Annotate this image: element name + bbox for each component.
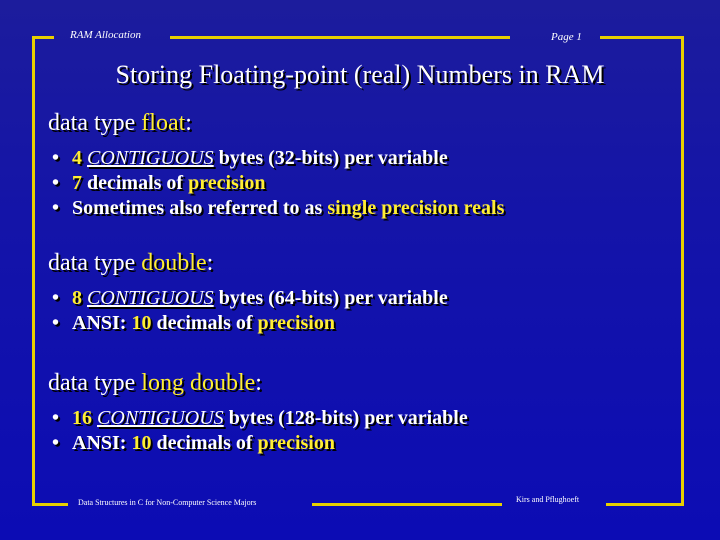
section-heading-long-double — [48, 370, 262, 397]
bullet-dot: • — [52, 197, 60, 219]
section-heading-float — [48, 110, 192, 137]
list-item — [52, 431, 468, 456]
bullet-number: 8 — [72, 287, 82, 309]
bullet-list-float — [52, 146, 504, 221]
page-number: Page 1 — [551, 31, 582, 43]
bullet-text: bytes (128-bits) per variable — [223, 407, 468, 429]
footer-course-title: Data Structures in C for Non-Computer Science Majors — [78, 498, 257, 507]
footer-authors: Kirs and Pflughoeft — [516, 495, 580, 504]
frame-top-right — [600, 36, 684, 39]
bullet-dot: • — [52, 172, 60, 194]
frame-bottom-right — [606, 503, 684, 506]
frame-bottom-middle — [312, 503, 502, 506]
section-heading-prefix: data type — [48, 250, 142, 276]
section-heading-type: double — [141, 250, 207, 276]
bullet-dot: • — [52, 432, 60, 454]
bullet-number: 10 — [131, 312, 152, 334]
bullet-dot: • — [52, 287, 60, 309]
bullet-list-long-double — [52, 406, 468, 456]
list-item — [52, 171, 504, 196]
slide-title: Storing Floating-point (real) Numbers in RAM — [115, 60, 605, 89]
list-item — [52, 196, 504, 221]
section-heading-double — [48, 250, 213, 277]
list-item — [52, 406, 468, 431]
bullet-list-double — [52, 286, 448, 336]
frame-top-middle — [170, 36, 510, 39]
bullet-text: bytes (32-bits) per variable — [213, 147, 448, 169]
bullet-number: 4 — [72, 147, 82, 169]
bullet-dot: • — [52, 407, 60, 429]
bullet-text: bytes (64-bits) per variable — [213, 287, 448, 309]
bullet-text: decimals of — [151, 312, 258, 334]
list-item — [52, 146, 504, 171]
list-item — [52, 286, 448, 311]
bullet-text: ANSI: — [72, 312, 132, 334]
bullet-underlined-term: CONTIGUOUS — [97, 407, 224, 429]
frame-bottom-left — [32, 503, 68, 506]
frame-top-left — [32, 36, 54, 39]
section-heading-suffix: : — [206, 250, 214, 276]
bullet-highlight: precision — [188, 172, 266, 194]
bullet-number: 10 — [131, 432, 152, 454]
bullet-dot: • — [52, 312, 60, 334]
frame-left — [32, 36, 35, 506]
section-heading-suffix: : — [185, 110, 192, 136]
bullet-highlight: precision — [257, 432, 335, 454]
bullet-highlight: precision — [257, 312, 335, 334]
section-heading-suffix: : — [255, 370, 262, 396]
bullet-text: Sometimes also referred to as — [72, 197, 328, 219]
bullet-text: ANSI: — [72, 432, 132, 454]
header-label: RAM Allocation — [70, 29, 141, 41]
bullet-number: 7 — [72, 172, 82, 194]
bullet-text: decimals of — [82, 172, 189, 194]
section-heading-type: long double — [141, 370, 256, 396]
section-heading-prefix: data type — [48, 370, 142, 396]
bullet-underlined-term: CONTIGUOUS — [87, 287, 214, 309]
section-heading-prefix: data type — [48, 110, 142, 136]
bullet-underlined-term: CONTIGUOUS — [87, 147, 214, 169]
bullet-text: decimals of — [151, 432, 258, 454]
bullet-dot: • — [52, 147, 60, 169]
section-heading-type: float — [141, 110, 186, 136]
bullet-highlight: single precision reals — [327, 197, 505, 219]
bullet-number: 16 — [72, 407, 92, 429]
frame-right — [681, 36, 684, 506]
list-item — [52, 311, 448, 336]
